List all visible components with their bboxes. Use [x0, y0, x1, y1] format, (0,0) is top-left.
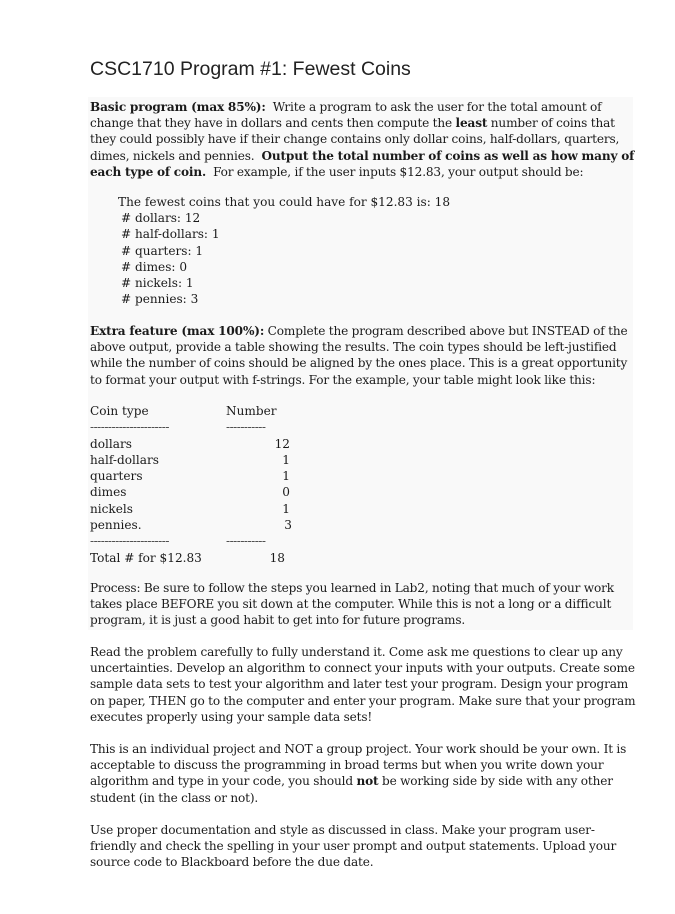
header-number: Number	[226, 404, 277, 418]
coin-table	[90, 403, 290, 566]
example-line: # pennies: 3	[121, 292, 199, 307]
example-line: # dollars: 12	[121, 211, 201, 226]
coin-type-cell: half-dollars	[90, 452, 159, 467]
basic-program-paragraph	[90, 99, 636, 180]
table-divider-row	[90, 533, 290, 549]
output-requirement: Output the total number of coins as well as how many of each type of coin.	[90, 148, 635, 179]
extra-feature-heading: Extra feature (max 100%):	[90, 324, 265, 338]
basic-program-heading: Basic program (max 85%):	[90, 100, 266, 114]
coin-type-cell: pennies.	[90, 518, 142, 533]
total-label: Total # for $12.83	[90, 550, 202, 565]
extra-feature-text: Complete the program described above but INSTEAD of the above output, provide a table showing the results. The coin types should be left-justified while the number of coins should be aligned by the ones place. This is a great opportunity to format your output with f-strings. For the example, your table might look like this:	[90, 324, 628, 387]
individual-text-2: be working side by side with any other student (in the class or not).	[90, 774, 613, 805]
process-paragraph: Process: Be sure to follow the steps you learned in Lab2, noting that much of your work takes place BEFORE you sit down at the computer. While this is not a long or a difficult program, it is just a good habit to get into for future programs.	[90, 581, 614, 628]
table-row	[90, 517, 290, 533]
divider-number: -----------	[226, 534, 266, 549]
example-line: # nickels: 1	[121, 276, 194, 291]
table-header-row	[90, 403, 290, 419]
table-row	[90, 436, 290, 452]
coin-type-cell: quarters	[90, 469, 143, 484]
read-problem-paragraph: Read the problem carefully to fully understand it. Come ask me questions to clear up any uncertainties. Develop an algorithm to connect your inputs with your outputs. Create some sample data sets to test your algorithm and later test your program. Design your program on paper, THEN go to the computer and enter your program. Make sure that your program executes properly using your sample data sets!	[90, 645, 636, 724]
extra-feature-paragraph	[90, 323, 636, 388]
basic-text-2: number of coins that they could possibly have if their change contains only dollar coins, half-dollars, quarters, dimes, nickels and pennies.	[90, 116, 620, 163]
coin-count-cell: 12	[274, 436, 290, 451]
example-line: # quarters: 1	[121, 243, 204, 258]
not-emphasis: not	[356, 774, 379, 789]
divider-type: ----------------------	[90, 420, 169, 435]
coin-count-cell: 1	[282, 501, 290, 516]
coin-type-cell: nickels	[90, 501, 133, 516]
table-total-row	[90, 550, 290, 566]
basic-text-3: For example, if the user inputs $12.83, your output should be:	[213, 164, 584, 179]
documentation-paragraph: Use proper documentation and style as discussed in class. Make your program user-friendly and check the spelling in your user prompt and output statements. Upload your source code to Blackboard before the due date.	[90, 823, 617, 870]
table-row	[90, 452, 290, 468]
example-line: # half-dollars: 1	[121, 227, 220, 242]
header-coin-type: Coin type	[90, 404, 149, 418]
coin-count-cell: 0	[282, 485, 290, 500]
example-output	[118, 194, 450, 307]
table-divider-row	[90, 419, 290, 435]
example-line: # dimes: 0	[121, 259, 188, 274]
divider-type: ----------------------	[90, 534, 169, 549]
example-line: The fewest coins that you could have for $12.83 is: 18	[118, 195, 451, 209]
individual-text-1: This is an individual project and NOT a group project. Your work should be your own. It is acceptable to discuss the programming in broad terms but when you write down your algorithm and type in your code, you should	[90, 742, 627, 789]
basic-text-1: Write a program to ask the user for the total amount of change that they have in dollars and cents then compute the	[90, 100, 602, 131]
page-title: CSC1710 Program #1: Fewest Coins	[90, 58, 411, 80]
table-row	[90, 501, 290, 517]
divider-number: -----------	[226, 420, 266, 435]
table-row	[90, 468, 290, 484]
coin-count-cell: 1	[282, 452, 290, 467]
coin-count-cell: 1	[282, 469, 290, 484]
coin-type-cell: dollars	[90, 436, 132, 451]
coin-type-cell: dimes	[90, 485, 127, 500]
total-value: 18	[269, 550, 285, 565]
individual-project-paragraph	[90, 741, 636, 806]
table-row	[90, 484, 290, 500]
coin-count-cell: 3	[284, 518, 292, 533]
least-emphasis: least	[455, 116, 488, 131]
